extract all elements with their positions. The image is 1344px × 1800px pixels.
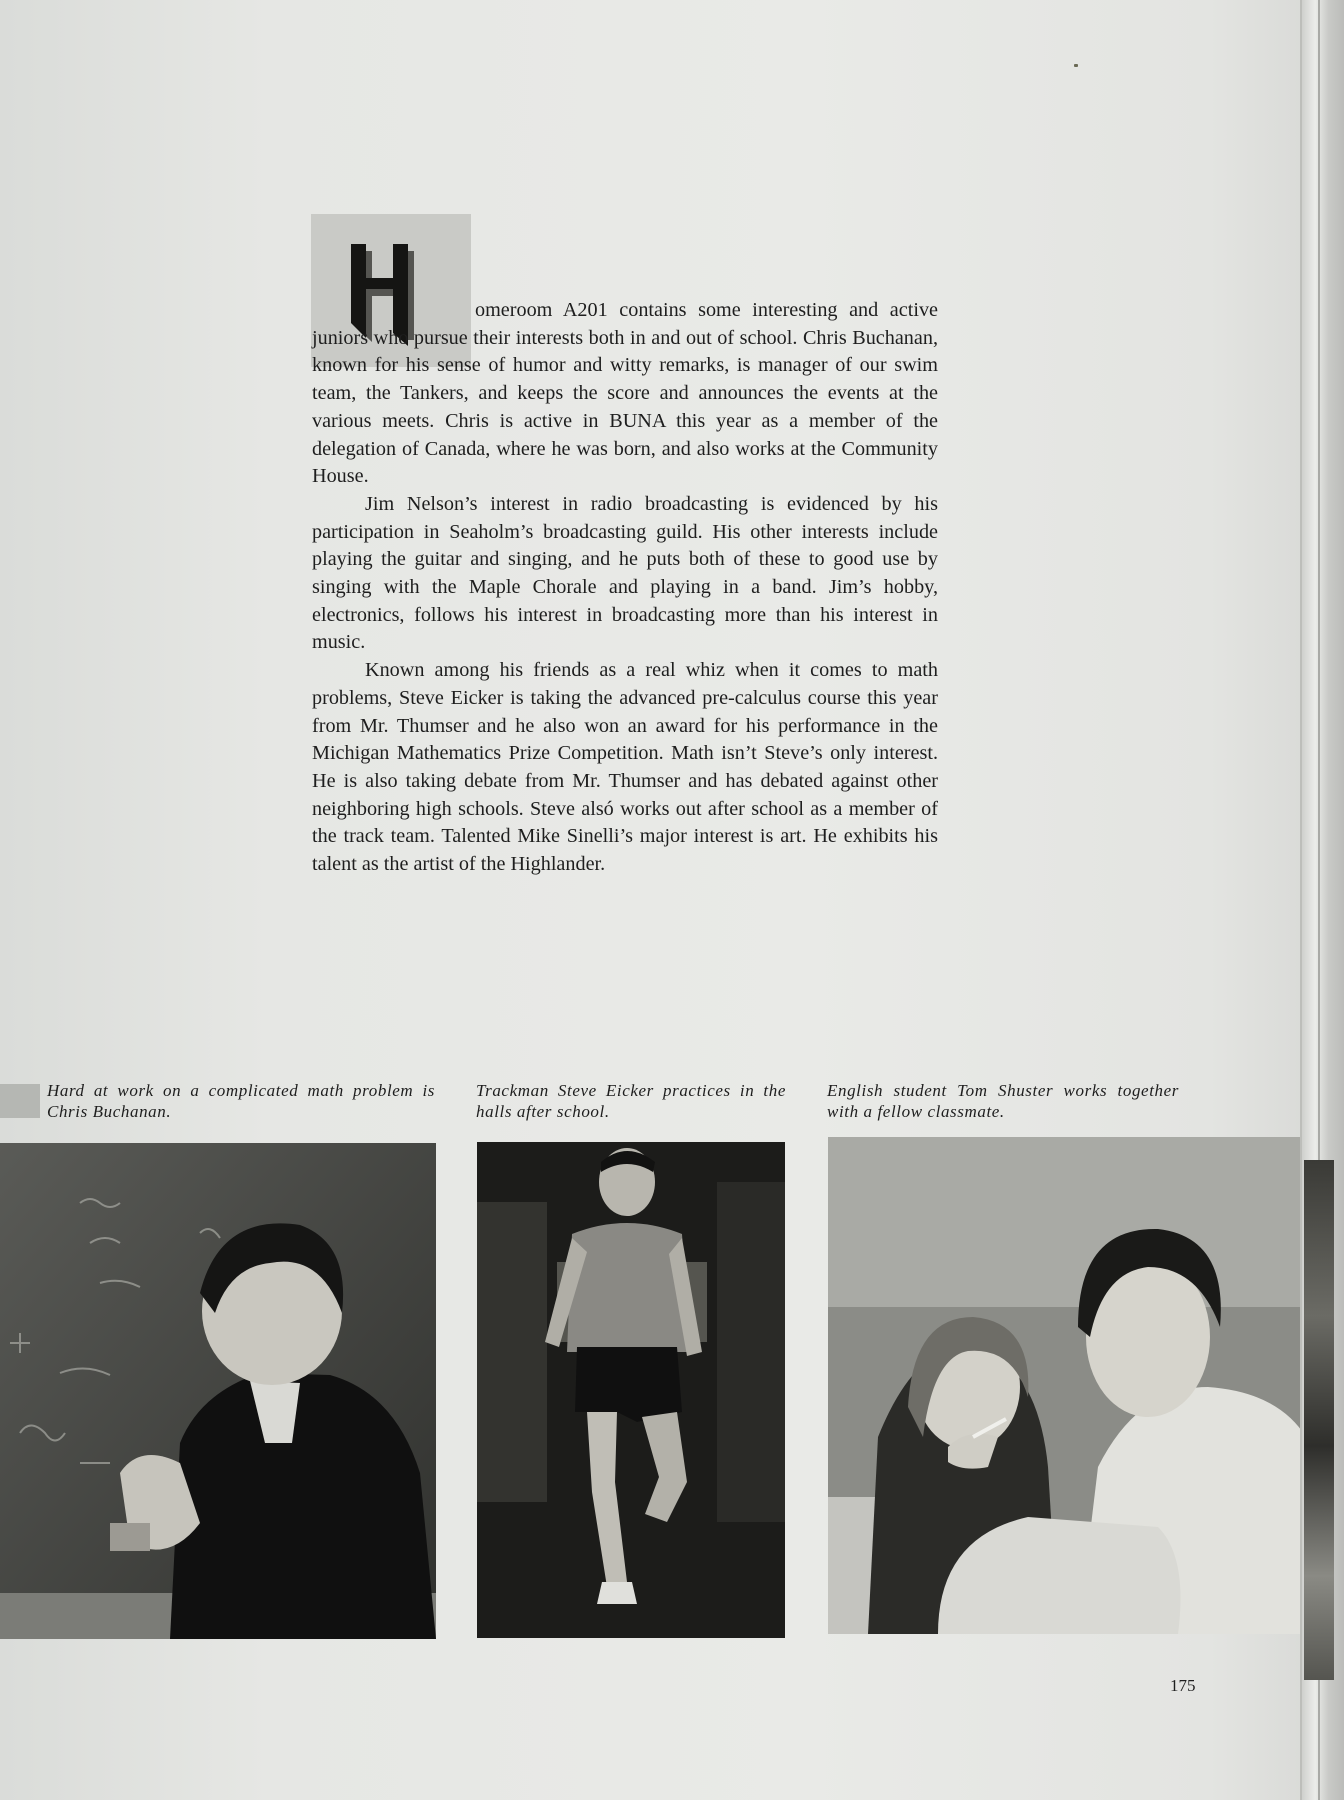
adjacent-page-edge xyxy=(1304,1160,1334,1680)
page-speck xyxy=(1074,64,1078,67)
photo-runner xyxy=(477,1142,785,1638)
article-body xyxy=(312,297,938,879)
section-tab-marker xyxy=(0,1084,40,1118)
article-paragraph: omeroom A201 contains some interesting and active juniors who pursue their interests both in and out of school. Chris Buchanan, known for his sense of humor and witty remarks, is manager of our swim team, the Tankers, and keeps the score and announces the events at the various meets. Chris is active in BUNA this year as a member of the delegation of Canada, where he was born, and also works at the Community House. xyxy=(312,299,938,488)
article-paragraph: Jim Nelson’s interest in radio broadcasting is evidenced by his participation in Seaholm’s broadcasting guild. His other interests include playing the guitar and singing, and he puts both of these to good use by singing with the Maple Chorale and playing in a band. Jim’s hobby, electronics, follows his interest in broadcasting more than his interest in music. xyxy=(312,492,938,654)
photo-chalkboard xyxy=(0,1143,436,1639)
article-paragraph: Known among his friends as a real whiz when it comes to math problems, Steve Eicker is taking the advanced pre-calculus course this year from Mr. Thumser and he also won an award for his performance in the Michigan Mathematics Prize Competition. Math isn’t Steve’s only interest. He is also taking debate from Mr. Thumser and has debated against other neighboring high schools. Steve alsó works out after school as a member of the track team. Talented Mike Sinelli’s major interest is art. He exhibits his talent as the artist of the Highlander. xyxy=(312,659,938,876)
photo-caption: Hard at work on a complicated math problem is Chris Buchanan. xyxy=(47,1081,435,1121)
page-number: 175 xyxy=(1170,1676,1196,1695)
photo-two-students xyxy=(828,1137,1306,1634)
photo-caption: Trackman Steve Eicker practices in the halls after school. xyxy=(476,1081,786,1121)
photo-caption: English student Tom Shuster works together with a fellow classmate. xyxy=(827,1081,1179,1121)
